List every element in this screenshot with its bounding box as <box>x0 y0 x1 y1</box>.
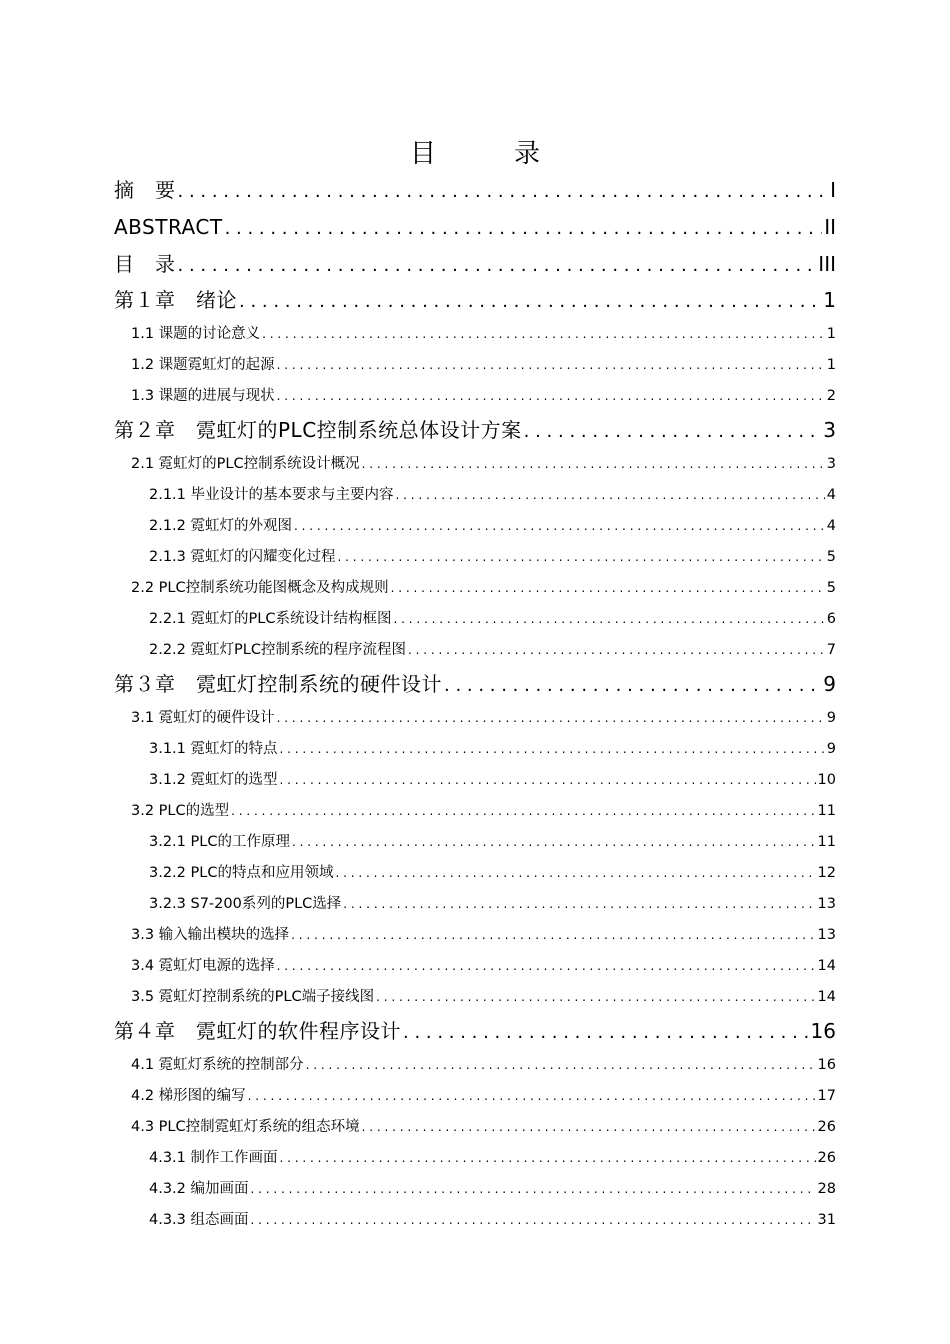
toc-entry-page-number: 4 <box>826 486 836 503</box>
toc-entry[interactable] <box>114 542 836 573</box>
toc-entry-label: 4.3 PLC控制霓虹灯系统的组态环境 <box>131 1118 360 1135</box>
toc-entry-label: 2.1 霓虹灯的PLC控制系统设计概况 <box>131 455 360 472</box>
toc-entry[interactable] <box>114 412 836 449</box>
toc-entry-page-number: 1 <box>826 326 836 343</box>
toc-entry-label: 4.2 梯形图的编写 <box>131 1087 246 1104</box>
dot-leader <box>362 1112 816 1143</box>
toc-entry-page-number: 4 <box>826 517 836 534</box>
toc-entry-page-number: 6 <box>826 610 836 627</box>
toc-entry-label: 目 录 <box>114 251 176 276</box>
dot-leader <box>362 449 825 480</box>
toc-entry-label: 3.2.3 S7-200系列的PLC选择 <box>149 895 342 912</box>
toc-entry-label: 4.3.2 编加画面 <box>149 1180 249 1197</box>
dot-leader <box>277 703 825 734</box>
toc-entry[interactable] <box>114 889 836 920</box>
toc-entry-label: 2.2.2 霓虹灯PLC控制系统的程序流程图 <box>149 641 406 658</box>
toc-entry-label: 第１章 绪论 <box>114 288 237 313</box>
toc-entry-page-number: 3 <box>823 418 836 443</box>
dot-leader <box>231 796 815 827</box>
toc-title: 目 录 <box>409 139 566 169</box>
toc-entry-page-number: I <box>830 178 836 202</box>
toc-entry-page-number: III <box>818 251 836 276</box>
toc-entry-label: 2.1.3 霓虹灯的闪耀变化过程 <box>149 548 336 565</box>
toc-entry[interactable] <box>114 449 836 480</box>
toc-entry-label: 1.1 课题的讨论意义 <box>131 326 261 343</box>
toc-entry-page-number: 7 <box>826 641 836 658</box>
toc-entry[interactable] <box>114 209 836 246</box>
toc-entry-label: 3.1.2 霓虹灯的选型 <box>149 771 278 788</box>
toc-entry-page-number: 1 <box>823 288 836 313</box>
dot-leader <box>292 827 816 858</box>
toc-entry-label: 4.3.3 组态画面 <box>149 1211 249 1228</box>
toc-entry-label: 2.2.1 霓虹灯的PLC系统设计结构框图 <box>149 610 392 627</box>
toc-entry-label: 3.5 霓虹灯控制系统的PLC端子接线图 <box>131 988 375 1005</box>
toc-entry[interactable] <box>114 1143 836 1174</box>
dot-leader <box>178 248 817 283</box>
toc-entry[interactable] <box>114 1205 836 1236</box>
dot-leader <box>444 668 821 703</box>
toc-entry[interactable] <box>114 1050 836 1081</box>
toc-entry-page-number: 5 <box>826 579 836 596</box>
toc-entry-page-number: 13 <box>817 895 836 912</box>
toc-entry-label: 2.1.2 霓虹灯的外观图 <box>149 517 293 534</box>
toc-entry-label: 3.2 PLC的选型 <box>131 802 230 819</box>
toc-entry[interactable] <box>114 635 836 666</box>
toc-entry-page-number: 9 <box>823 671 836 696</box>
toc-entry-page-number: 9 <box>826 709 836 726</box>
toc-entry[interactable] <box>114 573 836 604</box>
toc-entry[interactable] <box>114 1081 836 1112</box>
toc-entry-label: 3.2.2 PLC的特点和应用领域 <box>149 864 334 881</box>
toc-entry[interactable] <box>114 734 836 765</box>
toc-entry[interactable] <box>114 319 836 350</box>
toc-entry-page-number: 9 <box>826 740 836 757</box>
toc-entry-label: 4.1 霓虹灯系统的控制部分 <box>131 1056 304 1073</box>
toc-entry-page-number: 10 <box>817 771 836 788</box>
dot-leader <box>376 982 815 1013</box>
toc-entry-page-number: 11 <box>817 833 836 850</box>
dot-leader <box>343 889 815 920</box>
toc-entry-page-number: 11 <box>817 802 836 819</box>
toc-entry-page-number: 26 <box>817 1149 836 1166</box>
toc-entry[interactable] <box>114 920 836 951</box>
dot-leader <box>306 1050 816 1081</box>
dot-leader <box>335 858 815 889</box>
toc-entry[interactable] <box>114 1013 836 1050</box>
toc-entry[interactable] <box>114 282 836 319</box>
toc-entry[interactable] <box>114 951 836 982</box>
dot-leader <box>393 604 824 635</box>
dot-leader <box>225 211 823 246</box>
toc-entry-page-number: 2 <box>826 388 836 405</box>
dot-leader <box>403 1015 809 1050</box>
toc-entry-label: 3.2.1 PLC的工作原理 <box>149 833 290 850</box>
toc-entry-page-number: 3 <box>826 455 836 472</box>
toc-entry[interactable] <box>114 982 836 1013</box>
dot-leader <box>338 542 825 573</box>
toc-entry[interactable] <box>114 511 836 542</box>
dot-leader <box>294 511 825 542</box>
toc-entry-label: 2.2 PLC控制系统功能图概念及构成规则 <box>131 579 389 596</box>
toc-entry[interactable] <box>114 172 836 209</box>
dot-leader <box>262 319 825 350</box>
dot-leader <box>280 1143 816 1174</box>
toc-entry[interactable] <box>114 604 836 635</box>
toc-entry-label: 摘 要 <box>114 178 176 202</box>
toc-entry[interactable] <box>114 1174 836 1205</box>
dot-leader <box>280 734 825 765</box>
toc-entry-label: 第４章 霓虹灯的软件程序设计 <box>114 1018 401 1043</box>
toc-entry-label: ABSTRACT <box>114 214 223 239</box>
dot-leader <box>291 920 815 951</box>
toc-list <box>114 172 836 1236</box>
toc-entry-label: 1.2 课题霓虹灯的起源 <box>131 357 275 374</box>
toc-entry-label: 3.4 霓虹灯电源的选择 <box>131 957 275 974</box>
toc-entry[interactable] <box>114 350 836 381</box>
toc-entry[interactable] <box>114 480 836 511</box>
dot-leader <box>248 1081 816 1112</box>
dot-leader <box>277 951 816 982</box>
toc-entry-label: 1.3 课题的进展与现状 <box>131 388 275 405</box>
dot-leader <box>408 635 825 666</box>
toc-entry-page-number: 14 <box>817 988 836 1005</box>
toc-entry-page-number: 14 <box>817 957 836 974</box>
toc-entry[interactable] <box>114 666 836 703</box>
dot-leader <box>391 573 825 604</box>
dot-leader <box>524 414 822 449</box>
toc-entry-label: 第３章 霓虹灯控制系统的硬件设计 <box>114 671 442 696</box>
toc-entry[interactable] <box>114 703 836 734</box>
toc-entry[interactable] <box>114 246 836 283</box>
dot-leader <box>239 284 821 319</box>
toc-entry-page-number: II <box>824 214 836 239</box>
toc-entry[interactable] <box>114 1112 836 1143</box>
toc-entry-page-number: 13 <box>817 926 836 943</box>
toc-entry-label: 第２章 霓虹灯的PLC控制系统总体设计方案 <box>114 418 522 443</box>
dot-leader <box>277 350 825 381</box>
toc-entry[interactable] <box>114 858 836 889</box>
dot-leader <box>280 765 816 796</box>
toc-entry-label: 3.1.1 霓虹灯的特点 <box>149 740 278 757</box>
toc-entry[interactable] <box>114 381 836 412</box>
toc-entry[interactable] <box>114 796 836 827</box>
toc-entry-page-number: 17 <box>817 1087 836 1104</box>
toc-entry-label: 2.1.1 毕业设计的基本要求与主要内容 <box>149 486 394 503</box>
dot-leader <box>277 381 825 412</box>
toc-entry[interactable] <box>114 765 836 796</box>
toc-entry[interactable] <box>114 827 836 858</box>
toc-entry-page-number: 26 <box>817 1118 836 1135</box>
toc-entry-page-number: 12 <box>817 864 836 881</box>
toc-entry-label: 3.1 霓虹灯的硬件设计 <box>131 709 275 726</box>
toc-entry-page-number: 16 <box>810 1018 836 1043</box>
toc-entry-label: 4.3.1 制作工作画面 <box>149 1149 278 1166</box>
toc-entry-page-number: 16 <box>817 1056 836 1073</box>
dot-leader <box>396 480 825 511</box>
dot-leader <box>178 174 829 209</box>
dot-leader <box>251 1205 816 1236</box>
toc-entry-page-number: 31 <box>817 1211 836 1228</box>
dot-leader <box>251 1174 816 1205</box>
toc-entry-page-number: 28 <box>817 1180 836 1197</box>
toc-entry-page-number: 1 <box>826 357 836 374</box>
toc-entry-page-number: 5 <box>826 548 836 565</box>
toc-entry-label: 3.3 输入输出模块的选择 <box>131 926 290 943</box>
